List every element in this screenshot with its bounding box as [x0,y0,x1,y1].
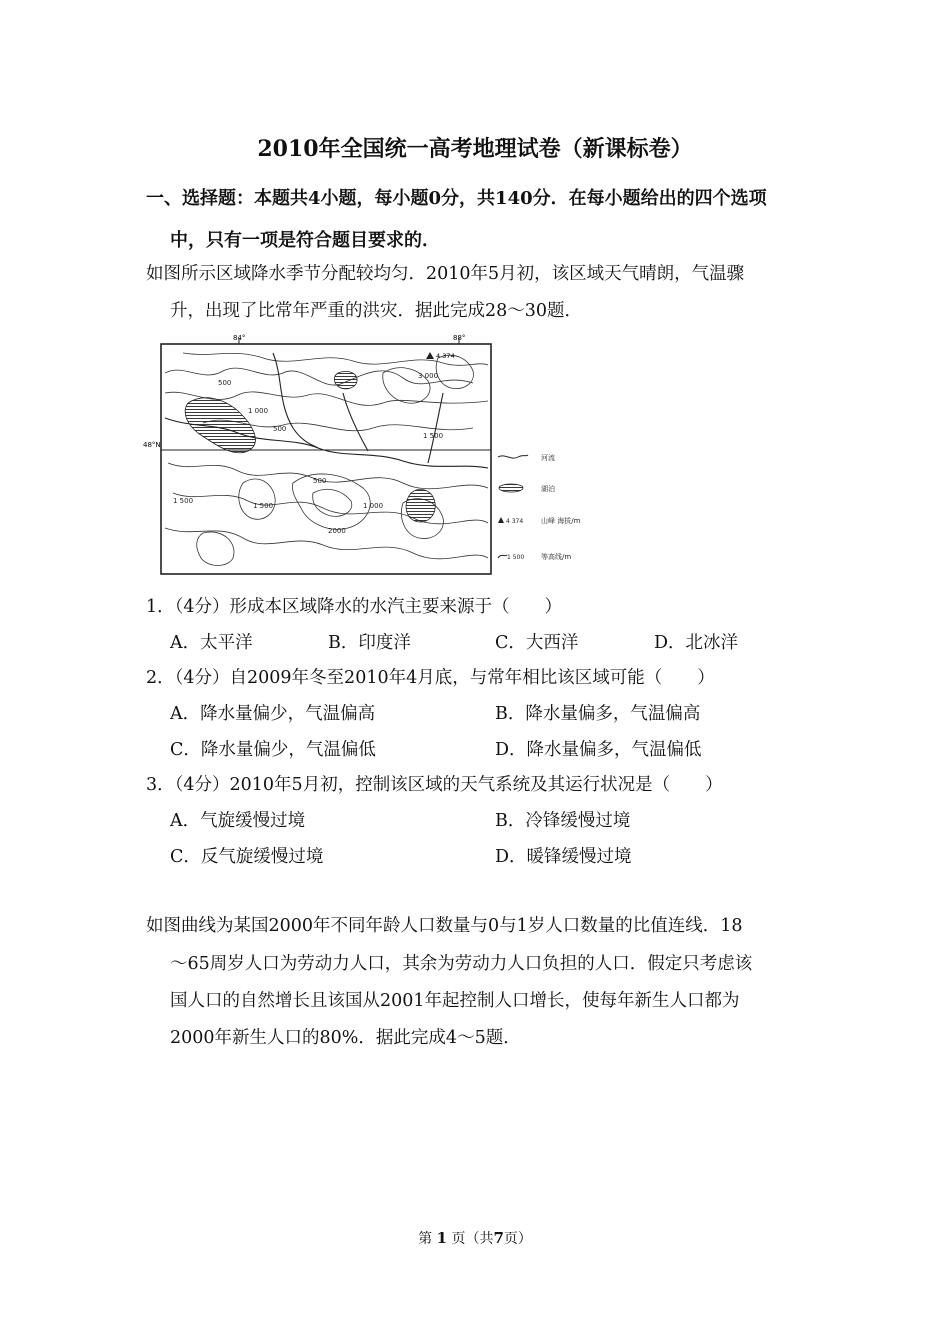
q1-option-c: C．大西洋 [495,633,579,653]
q3-option-d: D．暖锋缓慢过境 [495,847,632,867]
legend-peak-icon [498,517,504,523]
section-heading-line2: 中，只有一项是符合题目要求的． [170,230,440,251]
legend-river: 河流 [541,454,555,462]
legend-contour-value: 1 500 [507,554,525,561]
contour-label-1: 500 [218,379,232,387]
q3-option-b: B．冷锋缓慢过境 [495,811,631,831]
intro1-line1: 如图所示区域降水季节分配较均匀．2010年5月初，该区域天气晴朗，气温骤 [146,264,745,284]
map-frame [161,344,491,574]
contour-label-4: 1 500 [173,497,194,505]
intro2-line2: ～65周岁人口为劳动力人口，其余为劳动力人口负担的人口．假定只考虑该 [170,954,753,974]
q1-stem: 1．（4分）形成本区域降水的水汽主要来源于（ ） [146,597,563,617]
contour-label-7: 1 000 [363,502,384,510]
intro2-line1: 如图曲线为某国2000年不同年龄人口数量与0与1岁人口数量的比值连线．18 [146,916,743,936]
contour-label-9: 1 500 [423,432,444,440]
topographic-map-figure [143,333,603,578]
q2-option-c: C．降水量偏少，气温偏低 [170,740,376,760]
lake-small [406,489,435,522]
lat-label: 48°N [143,441,161,449]
contour-label-10: 500 [273,425,287,433]
intro2-line4: 2000年新生人口的80%．据此完成4～5题． [170,1028,521,1048]
intro2-line3: 国人口的自然增长且该国从2001年起控制人口增长，使每年新生人口都为 [170,991,740,1011]
footer-page-number: 1 [436,1229,447,1247]
lon-label-right: 88° [453,334,466,342]
legend-contour: 等高线/m [541,553,572,561]
q2-option-b: B．降水量偏多，气温偏高 [495,704,701,724]
q1-option-d: D．北冰洋 [654,633,739,653]
lon-label-left: 84° [233,334,246,342]
q1-option-b: B．印度洋 [328,633,411,653]
intro1-line2: 升，出现了比常年严重的洪灾．据此完成28～30题． [170,301,583,321]
footer-total-pages: 7 [493,1229,504,1247]
q3-option-a: A．气旋缓慢过境 [170,811,306,831]
page-footer [0,1228,950,1248]
q1-option-a: A．太平洋 [170,633,253,653]
contour-label-8: 3 000 [418,372,439,380]
contour-label-3: 500 [313,477,327,485]
legend-contour-icon [498,555,507,558]
q3-option-c: C．反气旋缓慢过境 [170,847,324,867]
q2-option-a: A．降水量偏少，气温偏高 [170,704,376,724]
legend-lake-icon [499,484,523,492]
legend-river-icon [498,455,528,458]
peak-label: 4 374 [436,352,455,360]
q3-stem: 3．（4分）2010年5月初，控制该区域的天气系统及其运行状况是（ ） [146,775,723,795]
footer-suffix: 页） [503,1231,532,1247]
contour-label-5: 1 500 [253,502,274,510]
map-legend [498,453,581,561]
footer-prefix: 第 [418,1231,433,1247]
contour-label-6: 2000 [328,527,346,535]
section-heading-line1: 一、选择题：本题共4小题，每小题0分，共140分．在每小题给出的四个选项 [146,188,767,209]
legend-lake: 湖泊 [541,485,555,493]
page-title: 2010年全国统一高考地理试卷（新课标卷） [257,136,693,162]
legend-peak: 山峰 海拔/m [541,517,581,525]
footer-middle: 页（共 [451,1231,494,1247]
lake-north [334,371,357,388]
contour-label-2: 1 000 [248,407,269,415]
q2-option-d: D．降水量偏多，气温偏低 [495,740,702,760]
legend-peak-value: 4 374 [506,518,524,525]
q2-stem: 2．（4分）自2009年冬至2010年4月底，与常年相比该区域可能（ ） [146,668,715,688]
